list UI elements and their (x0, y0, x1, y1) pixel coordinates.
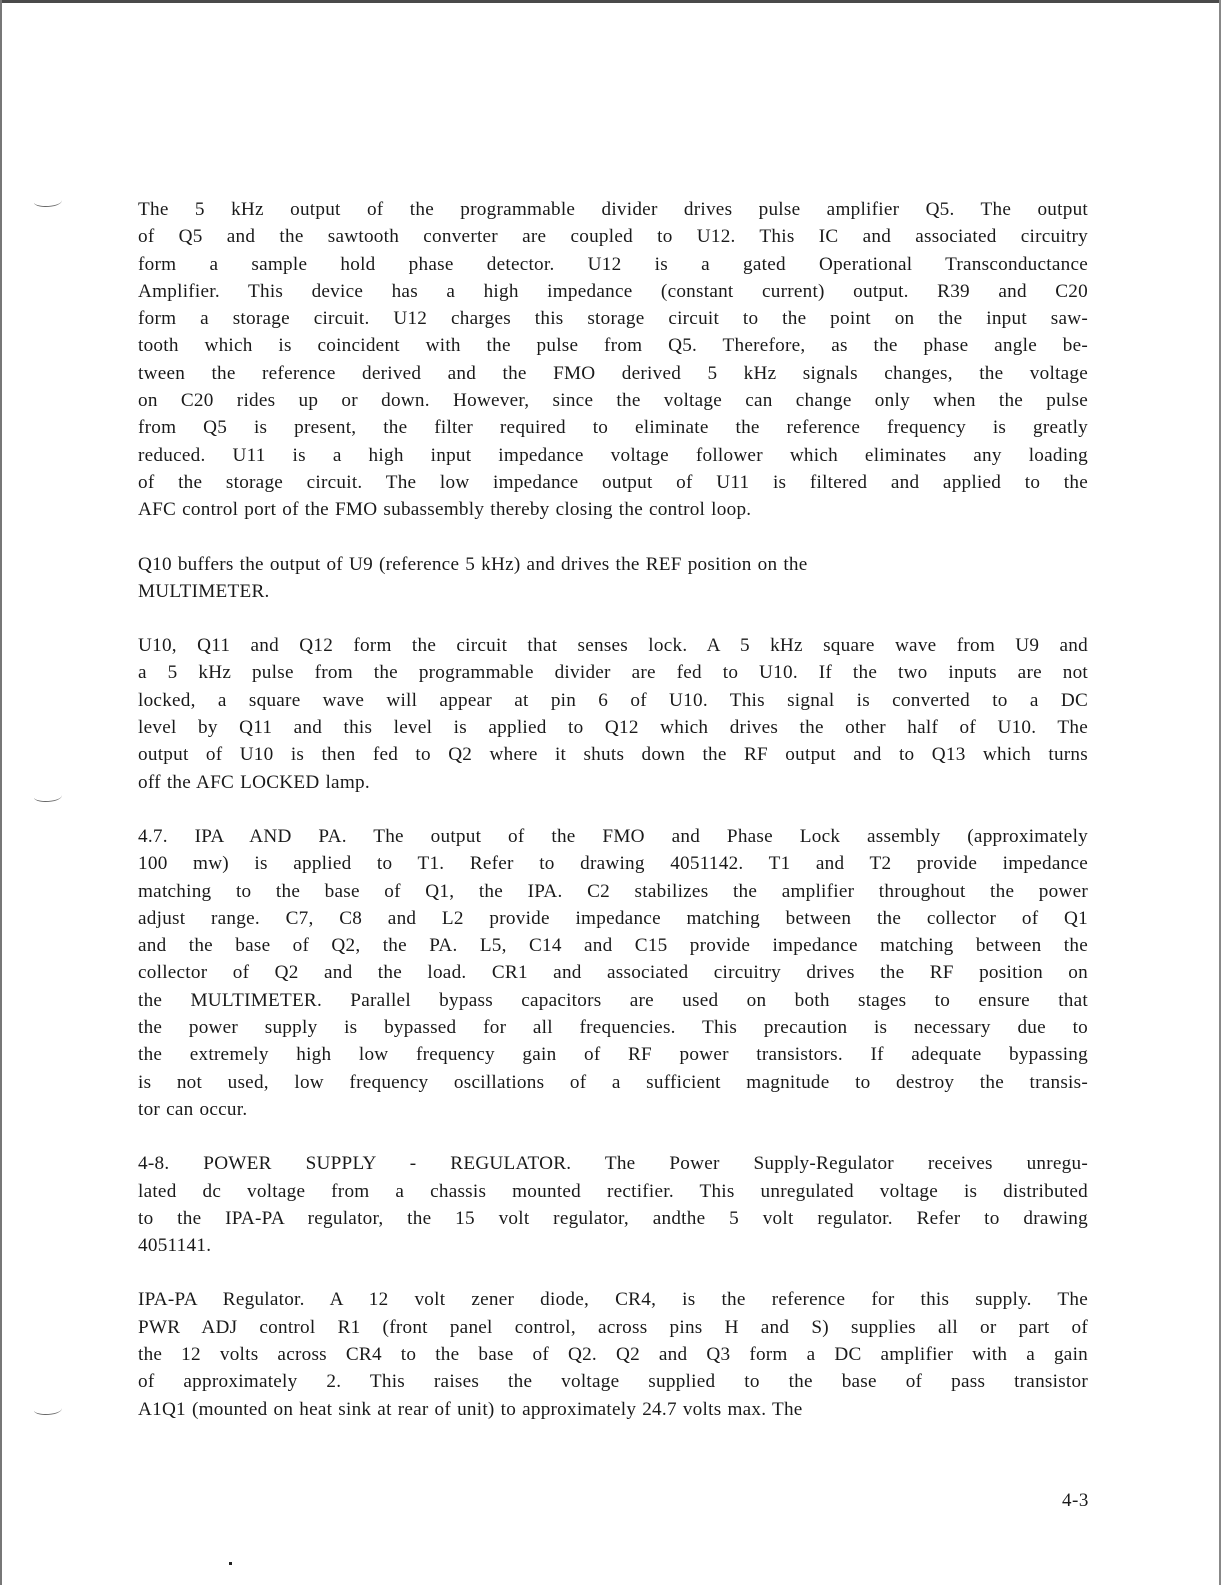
text-line: IPA-PA Regulator. A 12 volt zener diode, CR4, is the reference for this supply. The (138, 1289, 1088, 1311)
text-line: MULTIMETER. (138, 580, 270, 602)
text-line: off the AFC LOCKED lamp. (138, 771, 370, 793)
text-line: A1Q1 (mounted on heat sink at rear of unit) to approximately 24.7 volts max. The (138, 1398, 803, 1420)
text-line: a 5 kHz pulse from the programmable divider are fed to U10. If the two inputs are not (138, 662, 1088, 684)
scan-border-left (0, 0, 2, 1585)
text-line: the power supply is bypassed for all frequencies. This precaution is necessary due to (138, 1017, 1088, 1039)
text-line: tween the reference derived and the FMO derived 5 kHz signals changes, the voltage (138, 362, 1088, 384)
text-line: form a sample hold phase detector. U12 is a gated Operational Transconductance (138, 253, 1088, 275)
text-line: Amplifier. This device has a high impedance (constant current) output. R39 and C20 (138, 280, 1088, 302)
paragraph-ipa-pa-regulator (138, 1286, 1088, 1422)
text-line: 4.7. IPA AND PA. The output of the FMO and Phase Lock assembly (approximately (138, 825, 1088, 847)
paragraph-lock-sense (138, 632, 1088, 796)
text-line: reduced. U11 is a high input impedance voltage follower which eliminates any loading (138, 444, 1088, 466)
text-line: to the IPA-PA regulator, the 15 volt regulator, andthe 5 volt regulator. Refer to drawing (138, 1207, 1088, 1229)
text-line: AFC control port of the FMO subassembly thereby closing the control loop. (138, 499, 752, 521)
text-line: adjust range. C7, C8 and L2 provide impedance matching between the collector of Q1 (138, 907, 1088, 929)
binder-mark-middle (34, 791, 62, 802)
text-line: the MULTIMETER. Parallel bypass capacitors are used on both stages to ensure that (138, 989, 1088, 1011)
page-number: 4-3 (1062, 1490, 1089, 1511)
binder-mark-top (34, 196, 62, 207)
text-line: locked, a square wave will appear at pin 6 of U10. This signal is converted to a DC (138, 689, 1088, 711)
scan-speck (229, 1562, 232, 1565)
text-line: The 5 kHz output of the programmable divider drives pulse amplifier Q5. The output (138, 199, 1088, 220)
text-line: 100 mw) is applied to T1. Refer to drawing 4051142. T1 and T2 provide impedance (138, 853, 1088, 875)
text-line: of the storage circuit. The low impedance output of U11 is filtered and applied to the (138, 471, 1088, 493)
text-line: level by Q11 and this level is applied to Q12 which drives the other half of U10. The (138, 717, 1088, 739)
text-line: U10, Q11 and Q12 form the circuit that senses lock. A 5 kHz square wave from U9 and (138, 635, 1088, 657)
text-line: 4-8. POWER SUPPLY - REGULATOR. The Power Supply-Regulator receives unregu- (138, 1153, 1088, 1175)
text-line: lated dc voltage from a chassis mounted rectifier. This unregulated voltage is distributed (138, 1180, 1088, 1202)
paragraph-ref-buffer (138, 551, 1088, 606)
text-line: Q10 buffers the output of U9 (reference 5 kHz) and drives the REF position on the (138, 553, 808, 575)
text-line: output of U10 is then fed to Q2 where it shuts down the RF output and to Q13 which turns (138, 744, 1088, 766)
text-line: 4051141. (138, 1235, 212, 1257)
text-line: tor can occur. (138, 1098, 248, 1120)
text-line: on C20 rides up or down. However, since the voltage can change only when the pulse (138, 390, 1088, 412)
text-line: the extremely high low frequency gain of RF power transistors. If adequate bypassing (138, 1044, 1088, 1066)
text-line: matching to the base of Q1, the IPA. C2 stabilizes the amplifier throughout the power (138, 880, 1088, 902)
text-line: form a storage circuit. U12 charges this storage circuit to the point on the input saw- (138, 308, 1088, 330)
text-line: of Q5 and the sawtooth converter are coupled to U12. This IC and associated circuitry (138, 226, 1088, 248)
text-line: is not used, low frequency oscillations of a sufficient magnitude to destroy the transis- (138, 1071, 1088, 1093)
text-line: from Q5 is present, the filter required to eliminate the reference frequency is greatly (138, 417, 1088, 439)
scan-border-top (0, 0, 1221, 3)
paragraph-power-supply-regulator (138, 1150, 1088, 1259)
binder-mark-bottom (34, 1404, 62, 1415)
text-line: and the base of Q2, the PA. L5, C14 and C15 provide impedance matching between the (138, 935, 1088, 957)
paragraph-ipa-and-pa (138, 823, 1088, 1123)
paragraph-phase-detector (138, 196, 1088, 524)
text-line: tooth which is coincident with the pulse from Q5. Therefore, as the phase angle be- (138, 335, 1088, 357)
text-line: the 12 volts across CR4 to the base of Q2. Q2 and Q3 form a DC amplifier with a gain (138, 1343, 1088, 1365)
text-line: collector of Q2 and the load. CR1 and associated circuitry drives the RF position on (138, 962, 1088, 984)
text-line: of approximately 2. This raises the voltage supplied to the base of pass transistor (138, 1371, 1088, 1393)
text-line: PWR ADJ control R1 (front panel control, across pins H and S) supplies all or part of (138, 1316, 1088, 1338)
document-body (138, 196, 1088, 1423)
